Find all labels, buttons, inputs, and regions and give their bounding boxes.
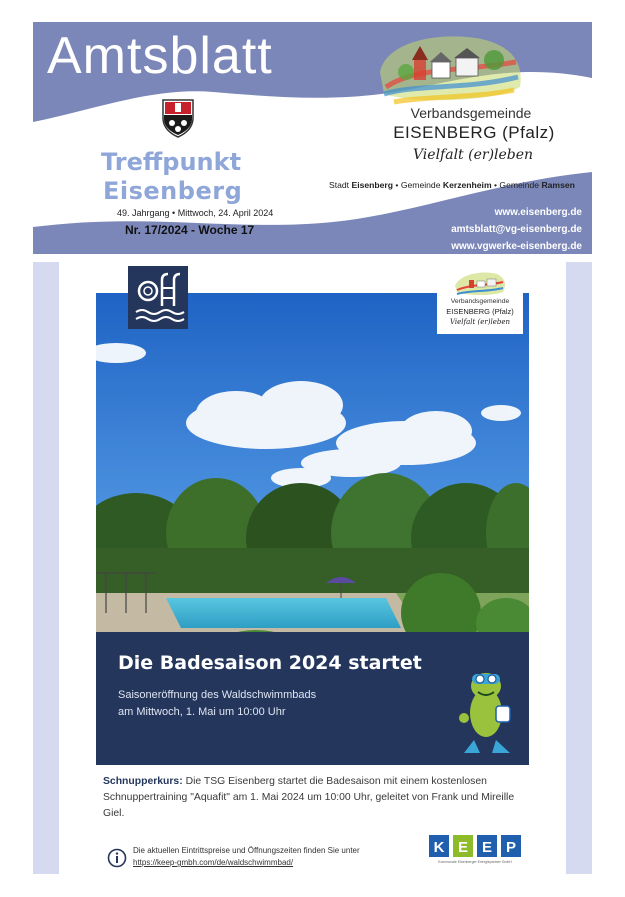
keep-tagline: Kommunale Eisenberger Energiepartner GmbH	[438, 860, 512, 864]
left-side-panel	[33, 262, 59, 874]
trial-course-label: Schnupperkurs:	[103, 776, 183, 787]
subtitle-treffpunkt: Treffpunkt	[101, 148, 242, 176]
municipality-name: Eisenberg	[351, 180, 394, 190]
municipality-prefix: Gemeinde	[400, 180, 441, 190]
keep-letter: E	[457, 839, 469, 856]
separator: •	[395, 180, 399, 190]
poster-vg-logo	[437, 268, 523, 334]
website-link[interactable]: www.eisenberg.de	[494, 207, 582, 218]
trial-course-text	[103, 774, 523, 822]
coat-of-arms-icon	[161, 98, 195, 138]
banner-subtitle: Saisoneröffnung des Waldschwimmbads	[118, 689, 317, 701]
municipality-name: Kerzenheim	[442, 180, 492, 190]
right-side-panel	[566, 262, 592, 874]
banner-title: Die Badesaison 2024 startet	[118, 652, 422, 674]
municipality-prefix: Gemeinde	[499, 180, 540, 190]
masthead-header	[33, 22, 592, 254]
swimming-season-poster	[59, 262, 566, 874]
opening-hours-info	[133, 845, 360, 869]
vg-eisenberg-logo-illustration	[376, 32, 526, 112]
issue-number: Nr. 17/2024 - Woche 17	[125, 223, 255, 237]
keep-letter: K	[433, 839, 445, 856]
email-link[interactable]: amtsblatt@vg-eisenberg.de	[451, 224, 582, 235]
poster-vg-town: EISENBERG (Pfalz)	[446, 307, 514, 316]
trial-course-body: Die TSG Eisenberg startet die Badesaison mit einem kostenlosen Schnuppertraining "Aquafit" am 1. Mai 2024 um 10:00 Uhr, geleitet von Frank und Mireille Giel.	[103, 776, 515, 819]
municipality-name: Ramsen	[541, 180, 575, 190]
waldschwimmbad-link[interactable]: https://keep-gmbh.com/de/waldschwimmbad/	[133, 858, 294, 867]
poster-vg-slogan: Vielfalt (er)leben	[449, 318, 511, 326]
municipalities-line	[329, 180, 575, 190]
season-banner	[96, 632, 529, 765]
info-icon	[107, 848, 127, 868]
pool-photo-illustration	[96, 293, 529, 667]
contact-block	[451, 204, 582, 254]
vg-name: Verbandsgemeinde	[410, 105, 532, 121]
vg-slogan: Vielfalt (er)leben	[412, 147, 534, 163]
website-link[interactable]: www.vgwerke-eisenberg.de	[451, 241, 582, 252]
keep-letter: P	[505, 839, 517, 856]
municipality-prefix: Stadt	[329, 180, 350, 190]
pool-ladder-icon	[128, 266, 188, 329]
keep-letter: E	[481, 839, 493, 856]
subtitle-eisenberg: Eisenberg	[103, 177, 243, 205]
vg-logo-illustration	[453, 270, 507, 298]
banner-date: am Mittwoch, 1. Mai um 10:00 Uhr	[118, 706, 286, 718]
issue-date-line: 49. Jahrgang • Mittwoch, 24. April 2024	[117, 208, 274, 218]
info-text-line: Die aktuellen Eintrittspreise und Öffnungszeiten finden Sie unter	[133, 846, 360, 855]
poster-vg-name: Verbandsgemeinde	[450, 298, 510, 305]
separator: •	[493, 180, 497, 190]
masthead-title: Amtsblatt	[47, 27, 273, 85]
swimmer-mascot-icon	[456, 658, 522, 758]
vg-town: EISENBERG (Pfalz)	[393, 123, 555, 142]
pool-photo	[96, 293, 529, 667]
